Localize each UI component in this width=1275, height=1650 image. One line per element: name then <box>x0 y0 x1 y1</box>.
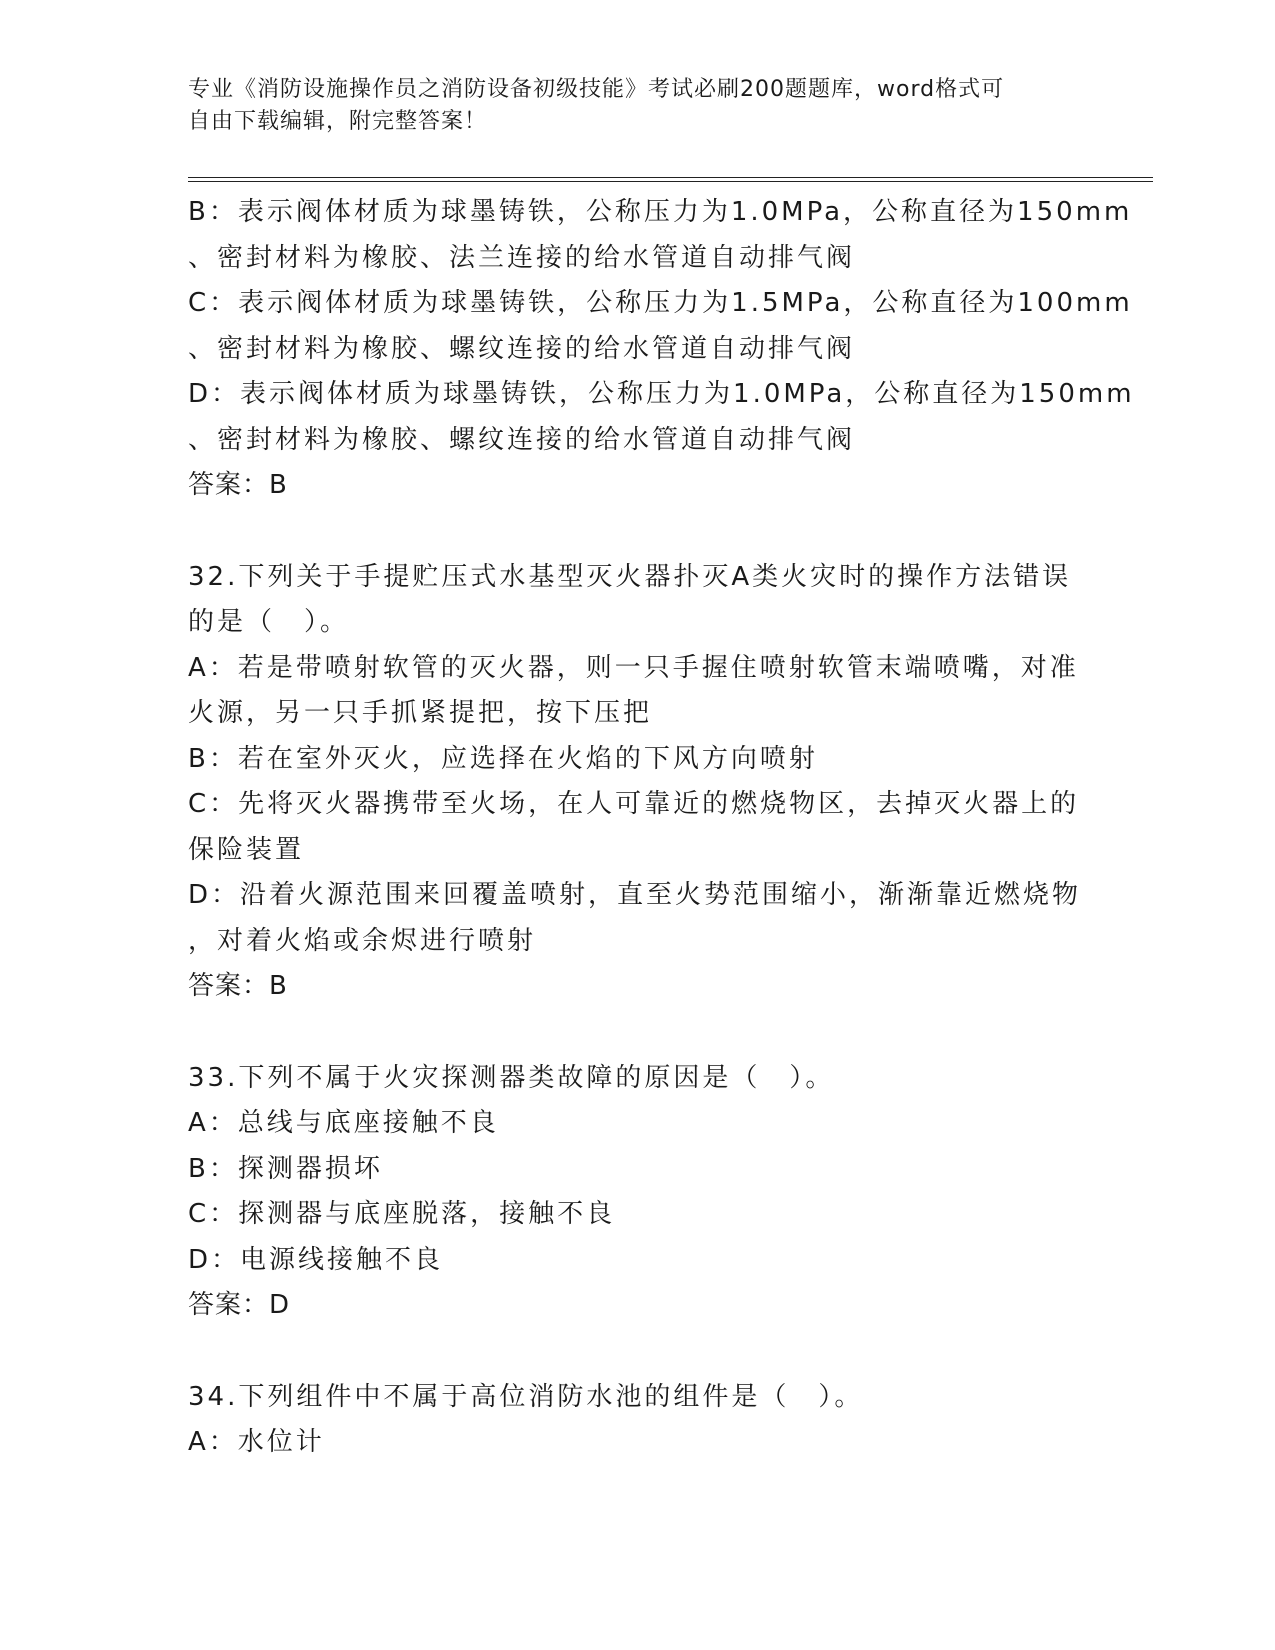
option-line: B：表示阀体材质为球墨铸铁，公称压力为1.0MPa，公称直径为150mm <box>188 197 1133 227</box>
option-line: 保险装置 <box>188 834 305 865</box>
option-line: ，对着火焰或余烬进行喷射 <box>188 925 537 956</box>
option-line: A：总线与底座接触不良 <box>188 1108 499 1138</box>
option-line: A：若是带喷射软管的灭火器，则一只手握住喷射软管末端喷嘴，对准 <box>188 652 1079 683</box>
question-stem-line: 的是（ ）。 <box>188 607 350 637</box>
question-list <box>188 190 1135 1466</box>
spacer <box>188 509 1088 555</box>
option-line: 、密封材料为橡胶、法兰连接的给水管道自动排气阀 <box>188 242 856 273</box>
question-stem-line: 33.下列不属于火灾探测器类故障的原因是（ ）。 <box>188 1062 835 1093</box>
question-31-continuation <box>188 190 1135 509</box>
header-divider-top <box>188 177 1153 178</box>
header-divider-bottom <box>188 181 1153 182</box>
answer-label: 答案：B <box>188 971 288 1001</box>
answer-label: 答案：B <box>188 470 288 500</box>
option-line: 、密封材料为橡胶、螺纹连接的给水管道自动排气阀 <box>188 424 856 455</box>
option-line: D：沿着火源范围来回覆盖喷射，直至火势范围缩小，渐渐靠近燃烧物 <box>188 880 1082 910</box>
question-33 <box>188 1056 1088 1329</box>
answer-label: 答案：D <box>188 1290 291 1320</box>
question-32 <box>188 555 1088 1010</box>
option-line: 、密封材料为橡胶、螺纹连接的给水管道自动排气阀 <box>188 333 856 364</box>
spacer <box>188 1329 1088 1375</box>
header-line-1: 专业《消防设施操作员之消防设备初级技能》考试必刷200题题库，word格式可 <box>188 77 1005 102</box>
document-header <box>188 74 1068 138</box>
option-line: C：表示阀体材质为球墨铸铁，公称压力为1.5MPa，公称直径为100mm <box>188 288 1133 318</box>
option-line: B：探测器损坏 <box>188 1153 383 1184</box>
header-line-2: 自由下载编辑，附完整答案！ <box>188 109 488 134</box>
option-line: D：电源线接触不良 <box>188 1244 444 1275</box>
question-stem-line: 32.下列关于手提贮压式水基型灭火器扑灭A类火灾时的操作方法错误 <box>188 561 1072 592</box>
option-line: C：先将灭火器携带至火场，在人可靠近的燃烧物区，去掉灭火器上的 <box>188 789 1080 819</box>
option-line: B：若在室外灭火，应选择在火焰的下风方向喷射 <box>188 743 818 774</box>
option-line: A：水位计 <box>188 1427 325 1457</box>
option-line: D：表示阀体材质为球墨铸铁，公称压力为1.0MPa，公称直径为150mm <box>188 379 1135 409</box>
option-line: 火源，另一只手抓紧提把，按下压把 <box>188 698 653 728</box>
spacer <box>188 1010 1088 1056</box>
question-34 <box>188 1375 1088 1466</box>
question-stem-line: 34.下列组件中不属于高位消防水池的组件是（ ）。 <box>188 1381 864 1412</box>
option-line: C：探测器与底座脱落，接触不良 <box>188 1199 616 1229</box>
